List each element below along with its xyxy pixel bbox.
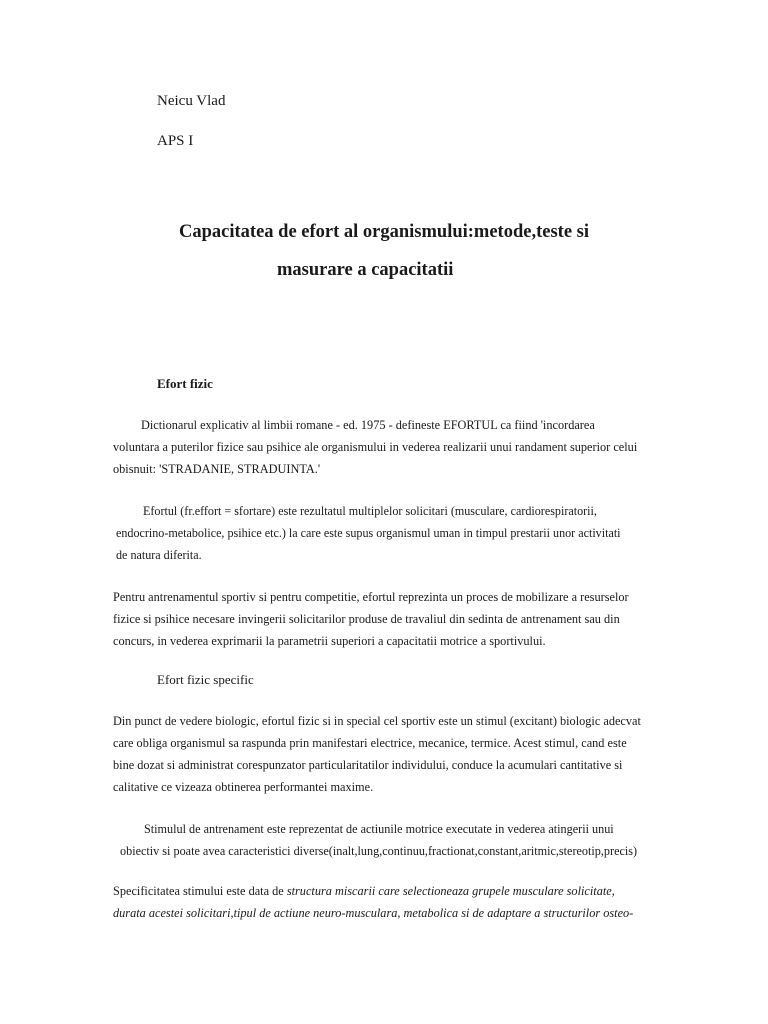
paragraph-line: concurs, in vederea exprimarii la parametrii superiori a capacitatii motrice a sportivului. bbox=[113, 634, 546, 648]
paragraph-definition bbox=[113, 414, 637, 480]
section-heading-efort-fizic: Efort fizic bbox=[157, 376, 213, 391]
paragraph-line bbox=[113, 880, 633, 902]
paragraph-biologic bbox=[113, 710, 641, 798]
paragraph-line: fizice si psihice necesare invingerii solicitarilor produse de travaliul din sedinta de antrenament sau din bbox=[113, 612, 620, 626]
group-label: APS I bbox=[157, 133, 194, 149]
paragraph-italic-line: durata acestei solicitari,tipul de actiune neuro-musculara, metabolica si de adaptare a structurilor osteo- bbox=[113, 906, 634, 920]
paragraph-line: bine dozat si administrat corespunzator particularitatilor individului, conduce la acumulari cantitative si bbox=[113, 758, 623, 772]
paragraph-line: care obliga organismul sa raspunda prin manifestari electrice, mecanice, termice. Acest stimul, cand este bbox=[113, 736, 627, 750]
paragraph-line: Efortul (fr.effort = sfortare) este rezultatul multiplelor solicitari (musculare, cardiorespiratorii, bbox=[143, 504, 597, 518]
section-heading-efort-fizic-specific: Efort fizic specific bbox=[157, 672, 254, 687]
paragraph-stimul bbox=[120, 818, 637, 862]
paragraph-antrenament bbox=[113, 586, 629, 652]
paragraph-line: voluntara a puterilor fizice sau psihice ale organismului in vederea realizarii unui randament superior celui bbox=[113, 440, 638, 454]
document-title-line-2: masurare a capacitatii bbox=[277, 260, 454, 280]
paragraph-text: Specificitatea stimului este data de bbox=[113, 884, 287, 898]
paragraph-line: Pentru antrenamentul sportiv si pentru competitie, efortul reprezinta un proces de mobilizare a resurselor bbox=[113, 590, 629, 604]
paragraph-line: calitative ce vizeaza obtinerea performantei maxime. bbox=[113, 780, 374, 794]
paragraph-efort bbox=[116, 500, 621, 566]
paragraph-specificitate bbox=[113, 880, 633, 924]
author-name: Neicu Vlad bbox=[157, 93, 226, 109]
paragraph-italic-text: structura miscarii care selectioneaza grupele musculare solicitate, bbox=[286, 884, 615, 898]
paragraph-line: Din punct de vedere biologic, efortul fizic si in special cel sportiv este un stimul (excitant) biologic adecvat bbox=[113, 714, 641, 728]
paragraph-line: Stimulul de antrenament este reprezentat de actiunile motrice executate in vederea atingerii unui bbox=[144, 822, 614, 836]
paragraph-line: obiectiv si poate avea caracteristici diverse(inalt,lung,continuu,fractionat,constant,aritmic,stereotip,precis) bbox=[120, 844, 638, 858]
paragraph-line: obisnuit: 'STRADANIE, STRADUINTA.' bbox=[113, 462, 321, 476]
paragraph-line: endocrino-metabolice, psihice etc.) la care este supus organismul uman in timpul prestarii unor activitati bbox=[116, 526, 621, 540]
document-title-line-1: Capacitatea de efort al organismului:metode,teste si bbox=[179, 222, 589, 242]
paragraph-line: Dictionarul explicativ al limbii romane - ed. 1975 - defineste EFORTUL ca fiind 'incordarea bbox=[141, 418, 595, 432]
paragraph-line: de natura diferita. bbox=[116, 548, 202, 562]
